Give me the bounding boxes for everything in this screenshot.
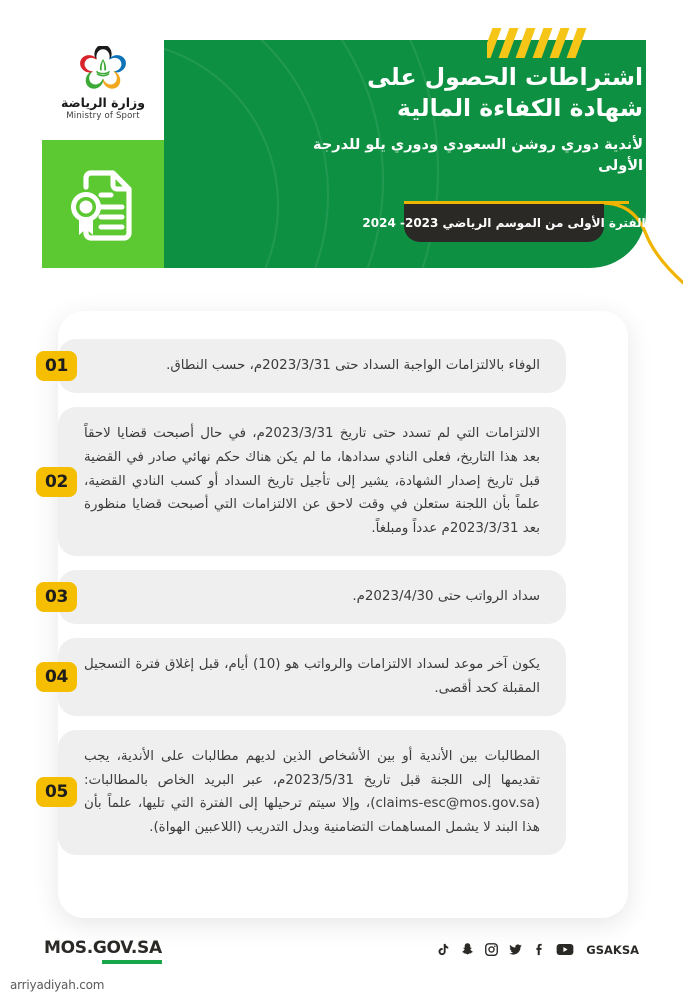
title-block — [303, 62, 643, 177]
yellow-curve-decoration — [600, 196, 683, 306]
certificate-icon-tile — [42, 140, 164, 268]
mos-website-underline — [102, 960, 162, 964]
requirement-text: المطالبات بين الأندية أو بين الأشخاص الذين لديهم مطالبات على الأندية، يجب تقديمها إلى اللجنة قبل تاريخ 2023/5/31م، عبر البريد الخاص بالمطالبات: (claims-esc@mos.gov.sa)، وإلا سيتم ترحيلها إلى الفترة التي تليها، علماً بأن هذا البند لا يشمل المساهمات التضامنية وبدل التدريب (اللاعبين الهواة). — [84, 748, 540, 836]
social-handle: GSAKSA — [586, 942, 639, 957]
requirement-body — [44, 570, 566, 624]
facebook-icon[interactable] — [532, 942, 547, 957]
requirement-body — [44, 339, 566, 393]
page-subtitle: لأندية دوري روشن السعودي ودوري يلو للدرجة الأولى — [313, 137, 643, 175]
season-banner-text: الفترة الأولى من الموسم الرياضي 2023- 2024 — [362, 216, 646, 230]
social-links — [436, 942, 639, 957]
requirement-body — [44, 638, 566, 716]
requirement-text: يكون آخر موعد لسداد الالتزامات والرواتب هو (10) أيام، قبل إغلاق فترة التسجيل المقبلة كحد أقصى. — [84, 657, 540, 696]
requirement-item — [44, 339, 628, 393]
youtube-icon[interactable] — [556, 942, 574, 957]
requirement-text: سداد الرواتب حتى 2023/4/30م. — [352, 589, 540, 605]
requirement-item — [44, 730, 628, 855]
twitter-icon[interactable] — [508, 942, 523, 957]
requirement-item — [44, 570, 628, 624]
ministry-logo-english-name: Ministry of Sport — [66, 110, 140, 121]
requirement-text: الوفاء بالالتزامات الواجبة السداد حتى 2023/3/31م، حسب النطاق. — [166, 358, 540, 373]
footer — [0, 938, 683, 980]
header — [0, 0, 683, 300]
requirements-card — [44, 311, 628, 918]
mos-website-label: MOS.GOV.SA — [44, 938, 162, 958]
requirement-number-badge: 05 — [36, 777, 77, 807]
requirement-body — [44, 407, 566, 556]
requirement-number-badge: 02 — [36, 467, 77, 497]
mos-website[interactable] — [44, 938, 162, 964]
ministry-of-sport-flower-logo-icon — [76, 46, 130, 94]
page-title: اشتراطات الحصول على شهادة الكفاءة المالية — [367, 63, 643, 122]
requirement-number-badge: 04 — [36, 662, 77, 692]
tiktok-icon[interactable] — [436, 942, 451, 957]
requirement-item — [44, 638, 628, 716]
watermark: arriyadiyah.com — [10, 978, 105, 992]
season-banner — [362, 204, 646, 242]
certificate-document-icon — [67, 165, 139, 243]
requirement-text: الالتزامات التي لم تسدد حتى تاريخ 2023/3/31م، في حال أصبحت قضايا لاحقاً بعد هذا التاريخ، فعلى النادي سدادها، ما لم يكن هناك حكم نهائي صادر في القضية قبل تاريخ إصدار الشهادة، يشير إلى تأجيل تاريخ السداد أو كسب النادي القضية، علماً بأن اللجنة ستعلن في وقت لاحق عن الالتزامات التي أصبحت قضايا منظورة بعد 2023/3/31م عدداً ومبلغاً. — [84, 425, 540, 537]
requirements-list — [44, 339, 628, 894]
requirement-number-badge: 01 — [36, 351, 77, 381]
requirement-body — [44, 730, 566, 855]
ministry-logo — [42, 40, 164, 140]
requirement-item — [44, 407, 628, 556]
yellow-stripes-decoration — [487, 28, 592, 58]
requirement-number-badge: 03 — [36, 582, 77, 612]
ministry-logo-arabic-name: وزارة الرياضة — [61, 95, 145, 110]
snapchat-icon[interactable] — [460, 942, 475, 957]
instagram-icon[interactable] — [484, 942, 499, 957]
